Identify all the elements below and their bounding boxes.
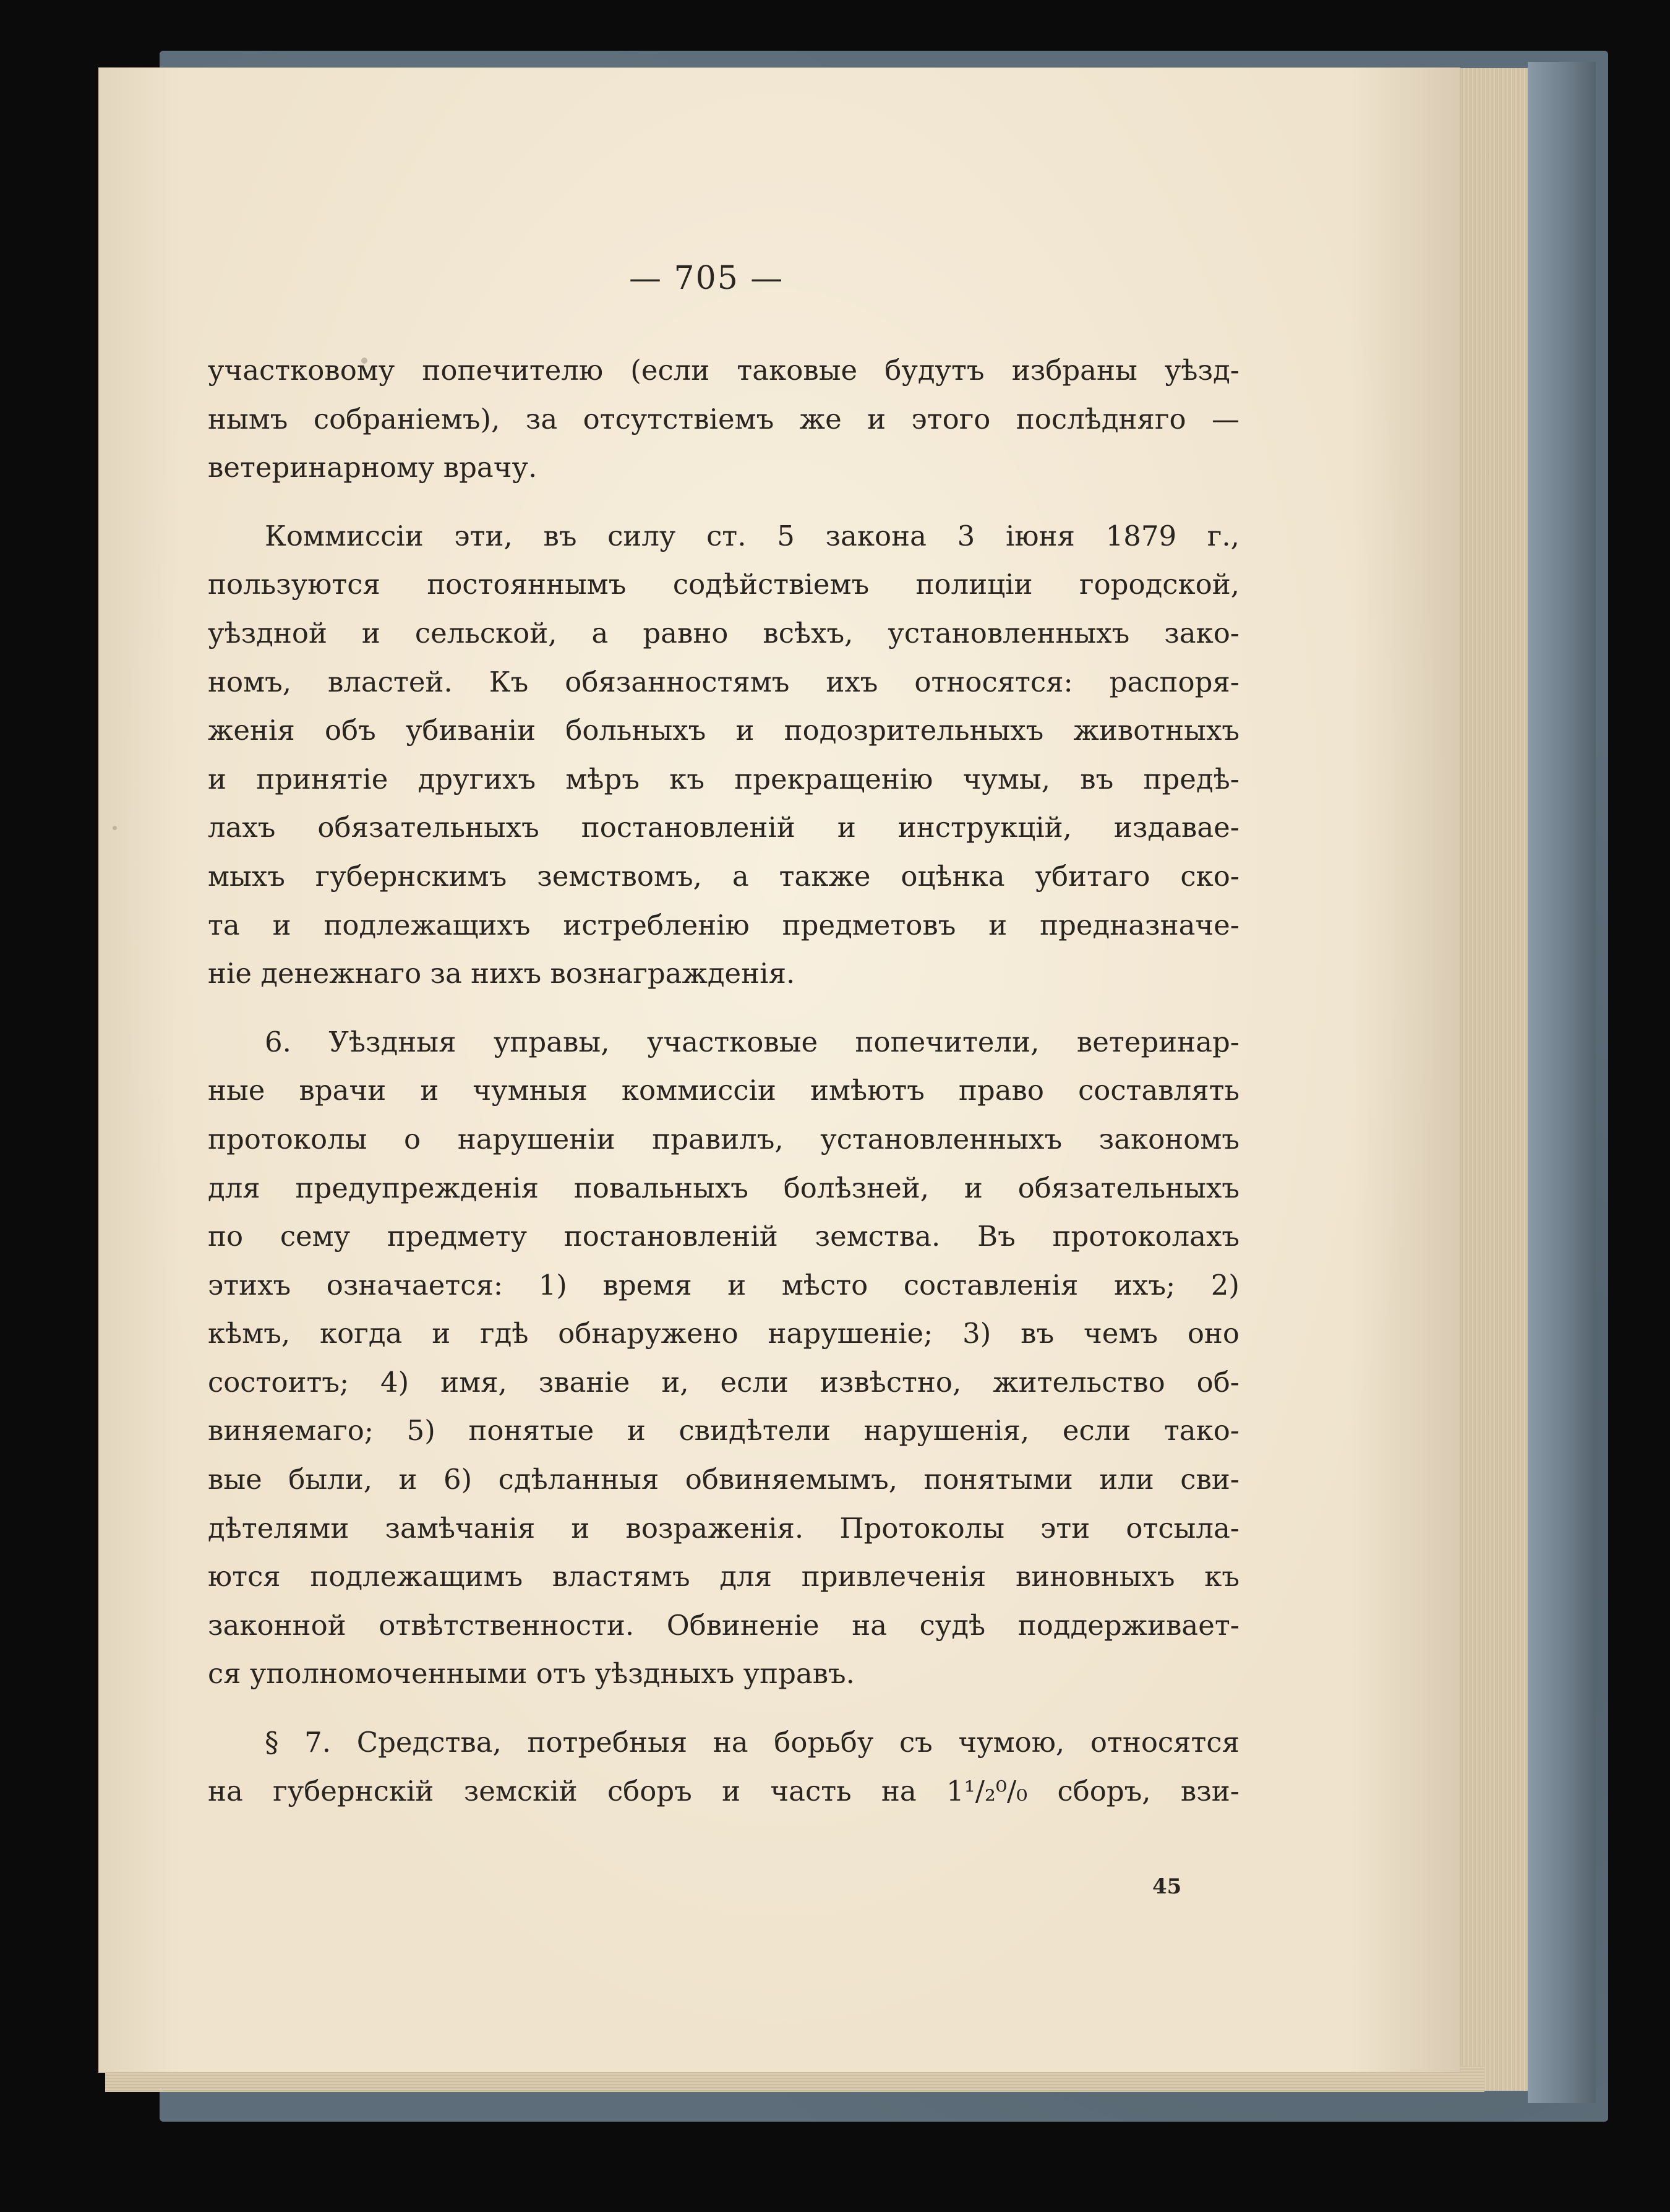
text-line: и принятіе другихъ мѣръ къ прекращенію чумы, въ предѣ- xyxy=(208,762,1240,795)
text-line: номъ, властей. Къ обязанностямъ ихъ относятся: распоря- xyxy=(208,665,1240,698)
text-line: женія объ убиваніи больныхъ и подозрительныхъ животныхъ xyxy=(208,714,1240,747)
text-line: вые были, и 6) сдѣланныя обвиняемымъ, понятыми или сви- xyxy=(208,1463,1240,1496)
text-line: та и подлежащихъ истребленію предметовъ и предназначе- xyxy=(208,908,1240,941)
text-line: кѣмъ, когда и гдѣ обнаружено нарушеніе; 3) въ чемъ оно xyxy=(208,1317,1240,1350)
text-line: состоитъ; 4) имя, званіе и, если извѣстно, жительство об- xyxy=(208,1365,1240,1399)
text-line: ся уполномоченными отъ уѣздныхъ управъ. xyxy=(208,1657,855,1691)
text-line: для предупрежденія повальныхъ болѣзней, и обязательныхъ xyxy=(208,1171,1240,1204)
text-line: ные врачи и чумныя коммиссіи имѣютъ право составлять xyxy=(208,1074,1240,1107)
text-line: ніе денежнаго за нихъ вознагражденія. xyxy=(208,957,795,990)
text-line: уѣздной и сельской, а равно всѣхъ, установленныхъ зако- xyxy=(208,616,1240,649)
text-line: нымъ собраніемъ), за отсутствіемъ же и этого послѣдняго — xyxy=(208,402,1240,435)
signature-mark: 45 xyxy=(1152,1874,1182,1899)
text-line: 6. Уѣздныя управы, участковые попечители, ветеринар- xyxy=(265,1025,1240,1058)
body-text xyxy=(208,346,1240,1815)
text-line: участковому попечителю (если таковые будутъ избраны уѣзд- xyxy=(208,354,1240,387)
text-line: § 7. Средства, потребныя на борьбу съ чумою, относятся xyxy=(265,1726,1240,1759)
text-line: на губернскій земскій сборъ и часть на 1¹/₂⁰/₀ сборъ, взи- xyxy=(208,1774,1240,1807)
text-line: дѣтелями замѣчанія и возраженія. Протоколы эти отсыла- xyxy=(208,1511,1240,1545)
book-cover-edge xyxy=(1528,62,1596,2103)
text-line: ветеринарному врачу. xyxy=(208,451,537,484)
text-line: ются подлежащимъ властямъ для привлеченія виновныхъ къ xyxy=(208,1560,1240,1593)
text-line: Коммиссіи эти, въ силу ст. 5 закона 3 іюня 1879 г., xyxy=(265,519,1240,552)
text-line: пользуются постояннымъ содѣйствіемъ полиціи городской, xyxy=(208,568,1240,601)
paper-speck xyxy=(113,826,117,830)
text-line: виняемаго; 5) понятые и свидѣтели нарушенія, если тако- xyxy=(208,1414,1240,1447)
text-line: мыхъ губернскимъ земствомъ, а также оцѣнка убитаго ско- xyxy=(208,859,1240,893)
text-line: протоколы о нарушеніи правилъ, установленныхъ закономъ xyxy=(208,1122,1240,1155)
text-line: лахъ обязательныхъ постановленій и инструкцій, издавае- xyxy=(208,811,1240,844)
page-number: — 705 — xyxy=(629,260,784,297)
text-line: этихъ означается: 1) время и мѣсто составленія ихъ; 2) xyxy=(208,1268,1240,1301)
text-line: по сему предмету постановленій земства. Въ протоколахъ xyxy=(208,1220,1240,1253)
text-line: законной отвѣтственности. Обвиненіе на судѣ поддерживает- xyxy=(208,1608,1240,1642)
